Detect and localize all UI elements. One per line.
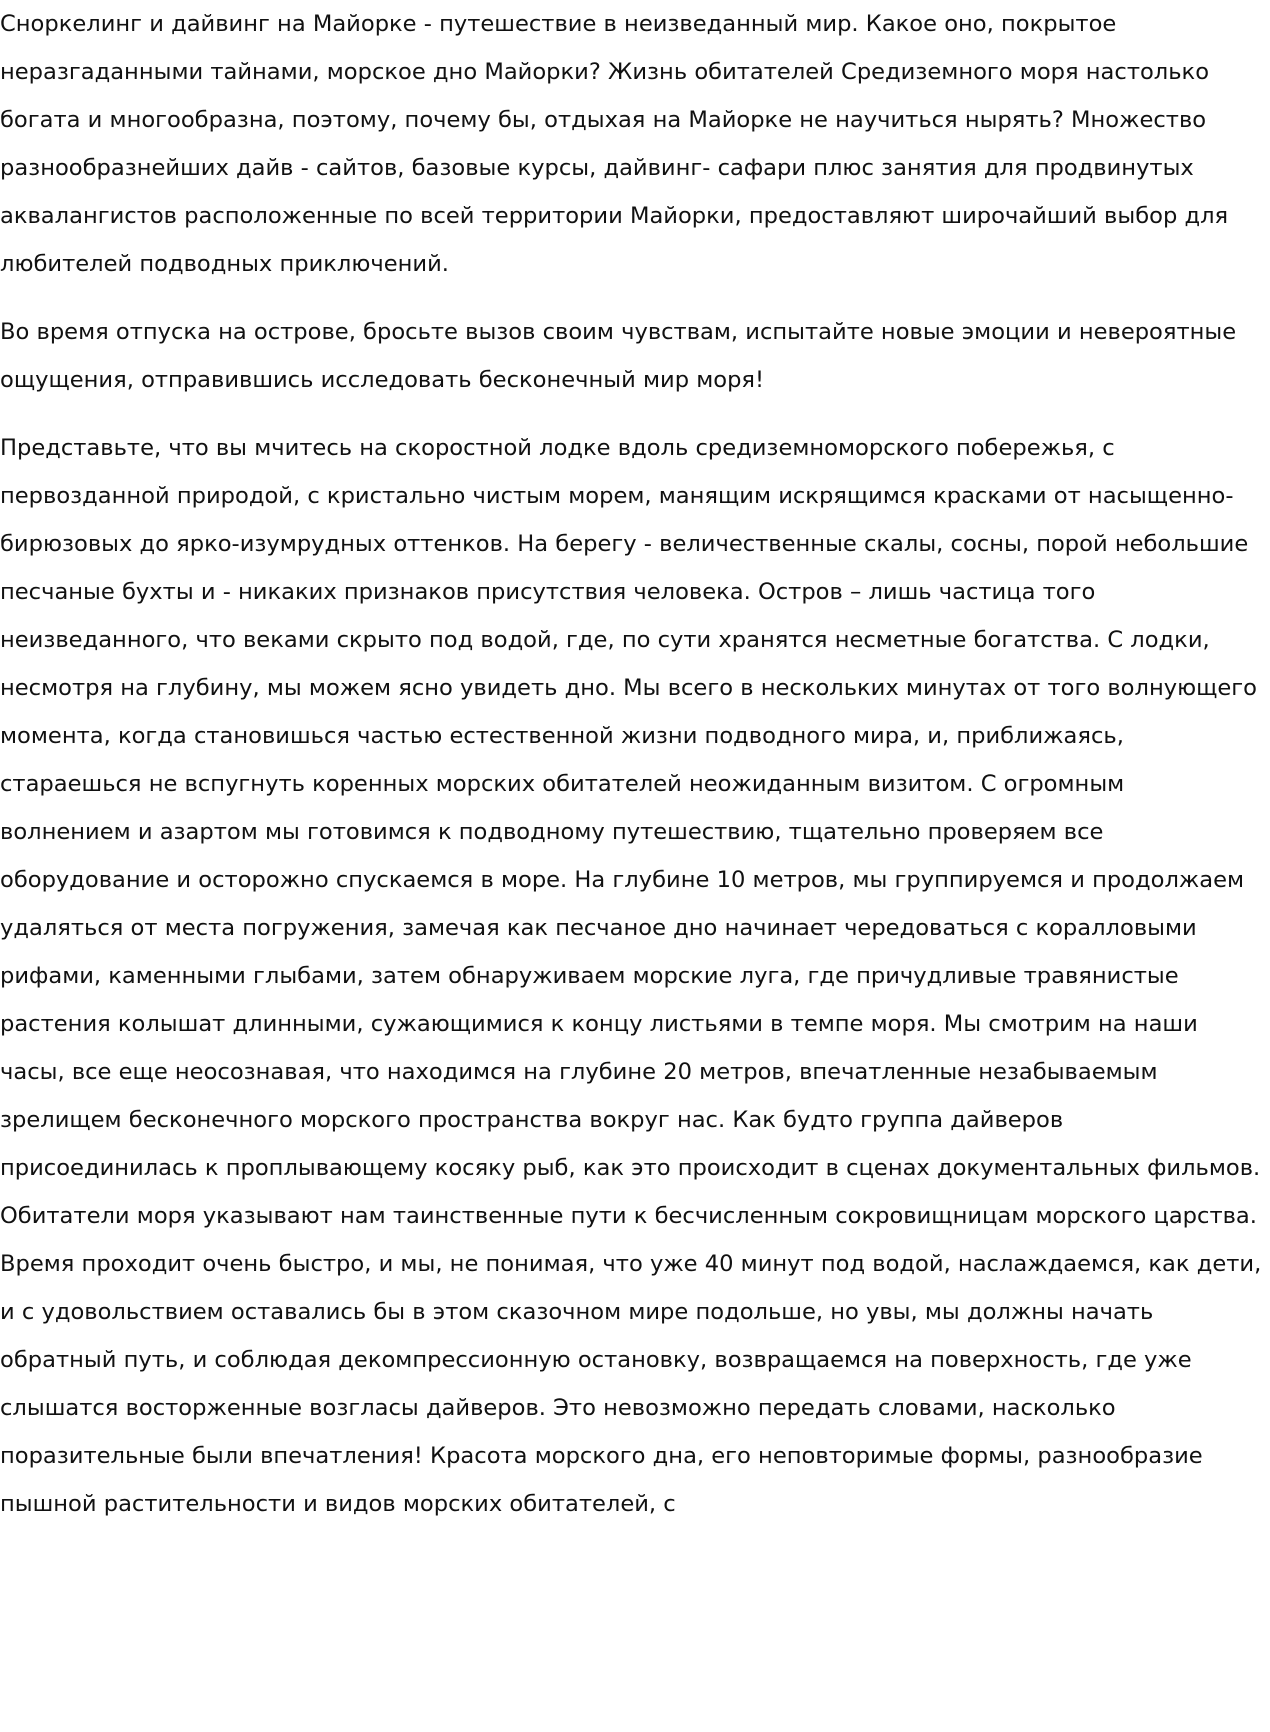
article-paragraph: Сноркелинг и дайвинг на Майорке - путешествие в неизведанный мир. Какое оно, покрытое неразгаданными тайнами, морское дно Майорки? Жизнь обитателей Средиземного моря настолько богата и многообразна, поэтому, почему бы, отдыхая на Майорке не научиться нырять? Множество разнообразнейших дайв - сайтов, базовые курсы, дайвинг- сафари плюс занятия для продвинутых аквалангистов расположенные по всей территории Майорки, предоставляют широчайший выбор для любителей подводных приключений.: [0, 11, 1229, 277]
article-paragraph: Во время отпуска на острове, бросьте вызов своим чувствам, испытайте новые эмоции и невероятные ощущения, отправившись исследовать бесконечный мир моря!: [0, 319, 1237, 393]
article-paragraph: Представьте, что вы мчитесь на скоростной лодке вдоль средиземноморского побережья, с первозданной природой, с кристально чистым морем, манящим искрящимся красками от насыщенно-бирюзовых до ярко-изумрудных оттенков. На берегу - величественные скалы, сосны, порой небольшие песчаные бухты и - никаких признаков присутствия человека. Остров – лишь частица того неизведанного, что веками скрыто под водой, где, по сути хранятся несметные богатства. С лодки, несмотря на глубину, мы можем ясно увидеть дно. Мы всего в нескольких минутах от того волнующего момента, когда становишься частью естественной жизни подводного мира, и, приближаясь, стараешься не вспугнуть коренных морских обитателей неожиданным визитом. С огромным волнением и азартом мы готовимся к подводному путешествию, тщательно проверяем все оборудование и осторожно спускаемся в море. На глубине 10 метров, мы группируемся и продолжаем удаляться от места погружения, замечая как песчаное дно начинает чередоваться с коралловыми рифами, каменными глыбами, затем обнаруживаем морские луга, где причудливые травянистые растения колышат длинными, сужающимися к концу листьями в темпе моря. Мы смотрим на наши часы, все еще неосознавая, что находимся на глубине 20 метров, впечатленные незабываемым зрелищем бесконечного морского пространства вокруг нас. Как будто группа дайверов присоединилась к проплывающему косяку рыб, как это происходит в сценах документальных фильмов. Обитатели моря указывают нам таинственные пути к бесчисленным сокровищницам морского царства. Время проходит очень быстро, и мы, не понимая, что уже 40 минут под водой, наслаждаемся, как дети, и с удовольствием оставались бы в этом сказочном мире подольше, но увы, мы должны начать обратный путь, и соблюдая декомпрессионную остановку, возвращаемся на поверхность, где уже слышатся восторженные возгласы дайверов. Это невозможно передать словами, насколько поразительные были впечатления! Красота морского дна, его неповторимые формы, разнообразие пышной растительности и видов морских обитателей, с: [0, 435, 1262, 1517]
